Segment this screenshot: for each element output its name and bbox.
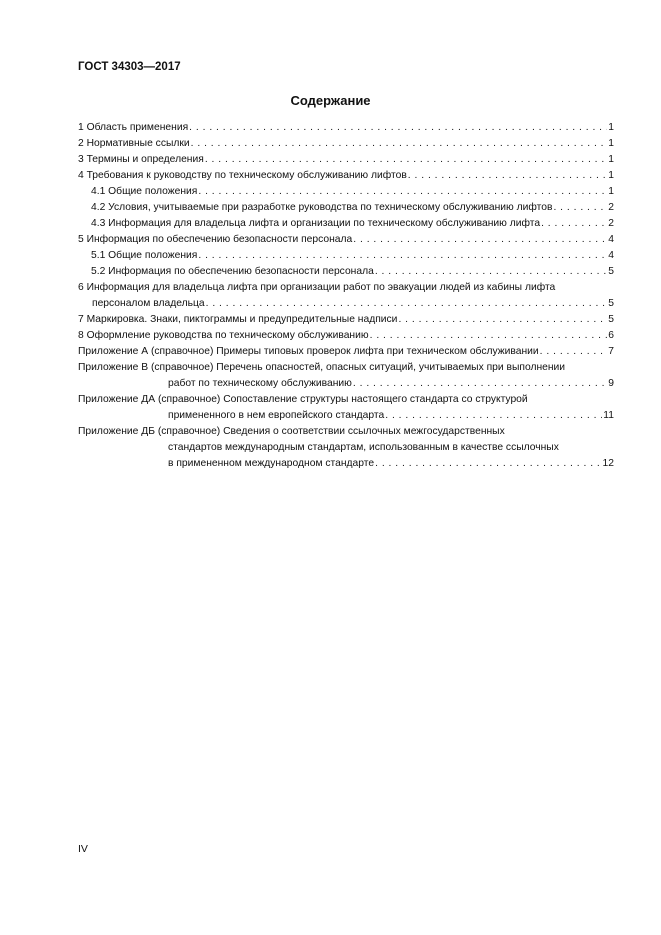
- toc-entry[interactable]: [78, 328, 614, 344]
- page-number: IV: [78, 843, 88, 855]
- toc-page-number: 11: [603, 410, 614, 421]
- toc-leader-dots: [385, 408, 602, 424]
- document-header: ГОСТ 34303—2017: [78, 61, 181, 73]
- table-of-contents: [78, 120, 614, 472]
- toc-entry-text: 5 Информация по обеспечению безопасности персонала: [78, 234, 353, 245]
- toc-entry-text: 8 Оформление руководства по техническому обслуживанию: [78, 330, 369, 341]
- toc-page-number: 1: [608, 186, 614, 197]
- toc-leader-dots: [198, 184, 607, 200]
- toc-page-number: 6: [608, 330, 614, 341]
- toc-leader-dots: [408, 168, 607, 184]
- toc-page-number: 1: [608, 170, 614, 181]
- toc-entry[interactable]: [78, 424, 614, 472]
- toc-entry-text: стандартов международным стандартам, использованным в качестве ссылочных: [168, 442, 559, 453]
- toc-entry[interactable]: [78, 216, 614, 232]
- toc-entry-text: 5.2 Информация по обеспечению безопасности персонала: [91, 266, 374, 277]
- toc-page-number: 7: [608, 346, 614, 357]
- toc-leader-dots: [189, 120, 607, 136]
- toc-leader-dots: [353, 376, 607, 392]
- toc-entry[interactable]: [78, 184, 614, 200]
- toc-entry[interactable]: [78, 264, 614, 280]
- toc-leader-dots: [206, 296, 608, 312]
- toc-leader-dots: [375, 264, 607, 280]
- toc-entry-text: Приложение А (справочное) Примеры типовых проверок лифта при техническом обслуживании: [78, 346, 539, 357]
- toc-entry-text: 7 Маркировка. Знаки, пиктограммы и предупредительные надписи: [78, 314, 398, 325]
- toc-entry[interactable]: [78, 312, 614, 328]
- toc-page-number: 1: [608, 138, 614, 149]
- toc-leader-dots: [353, 232, 607, 248]
- toc-entry-text: Приложение ДБ (справочное) Сведения о соответствии ссылочных межгосударственных: [78, 426, 505, 437]
- page-title: Содержание: [290, 93, 371, 108]
- toc-entry-text: Приложение ДА (справочное) Сопоставление структуры настоящего стандарта со структурой: [78, 394, 528, 405]
- toc-entry-text: 4.3 Информация для владельца лифта и организации по техническому обслуживанию лифта: [91, 218, 541, 229]
- toc-leader-dots: [375, 456, 601, 472]
- toc-entry-text: 3 Термины и определения: [78, 154, 204, 165]
- toc-page-number: 1: [608, 122, 614, 133]
- toc-entry-text: в примененном международном стандарте: [168, 458, 375, 469]
- toc-entry-text: 4.2 Условия, учитываемые при разработке руководства по техническому обслуживанию лифтов: [91, 202, 553, 213]
- toc-entry[interactable]: [78, 360, 614, 392]
- toc-entry[interactable]: [78, 152, 614, 168]
- toc-page-number: 2: [608, 202, 614, 213]
- toc-leader-dots: [553, 200, 607, 216]
- toc-entry-text: персоналом владельца: [92, 298, 205, 309]
- toc-leader-dots: [205, 152, 607, 168]
- toc-entry-text: 2 Нормативные ссылки: [78, 138, 190, 149]
- toc-entry[interactable]: [78, 280, 614, 312]
- toc-page-number: 12: [602, 458, 614, 469]
- toc-entry-text: работ по техническому обслуживанию: [168, 378, 352, 389]
- toc-leader-dots: [370, 328, 608, 344]
- toc-page-number: 5: [608, 298, 614, 309]
- toc-leader-dots: [540, 344, 608, 360]
- toc-entry[interactable]: [78, 120, 614, 136]
- toc-leader-dots: [198, 248, 607, 264]
- toc-leader-dots: [191, 136, 608, 152]
- toc-entry-text: примененного в нем европейского стандарта: [168, 410, 385, 421]
- toc-entry-text: Приложение В (справочное) Перечень опасностей, опасных ситуаций, учитываемых при выполнении: [78, 362, 566, 373]
- toc-page-number: 9: [608, 378, 614, 389]
- toc-page-number: 1: [608, 154, 614, 165]
- toc-leader-dots: [398, 312, 607, 328]
- toc-entry[interactable]: [78, 232, 614, 248]
- toc-entry[interactable]: [78, 344, 614, 360]
- toc-entry-text: 4 Требования к руководству по техническому обслуживанию лифтов: [78, 170, 407, 181]
- toc-page-number: 2: [608, 218, 614, 229]
- toc-entry[interactable]: [78, 136, 614, 152]
- toc-leader-dots: [541, 216, 607, 232]
- toc-entry[interactable]: [78, 200, 614, 216]
- toc-page-number: 5: [608, 314, 614, 325]
- toc-entry[interactable]: [78, 168, 614, 184]
- toc-entry[interactable]: [78, 392, 614, 424]
- toc-entry-text: 1 Область применения: [78, 122, 189, 133]
- toc-page-number: 5: [608, 266, 614, 277]
- toc-page-number: 4: [608, 234, 614, 245]
- toc-entry[interactable]: [78, 248, 614, 264]
- toc-entry-text: 6 Информация для владельца лифта при организации работ по эвакуации людей из кабины лифта: [78, 282, 556, 293]
- toc-entry-text: 5.1 Общие положения: [91, 250, 198, 261]
- toc-page-number: 4: [608, 250, 614, 261]
- toc-entry-text: 4.1 Общие положения: [91, 186, 198, 197]
